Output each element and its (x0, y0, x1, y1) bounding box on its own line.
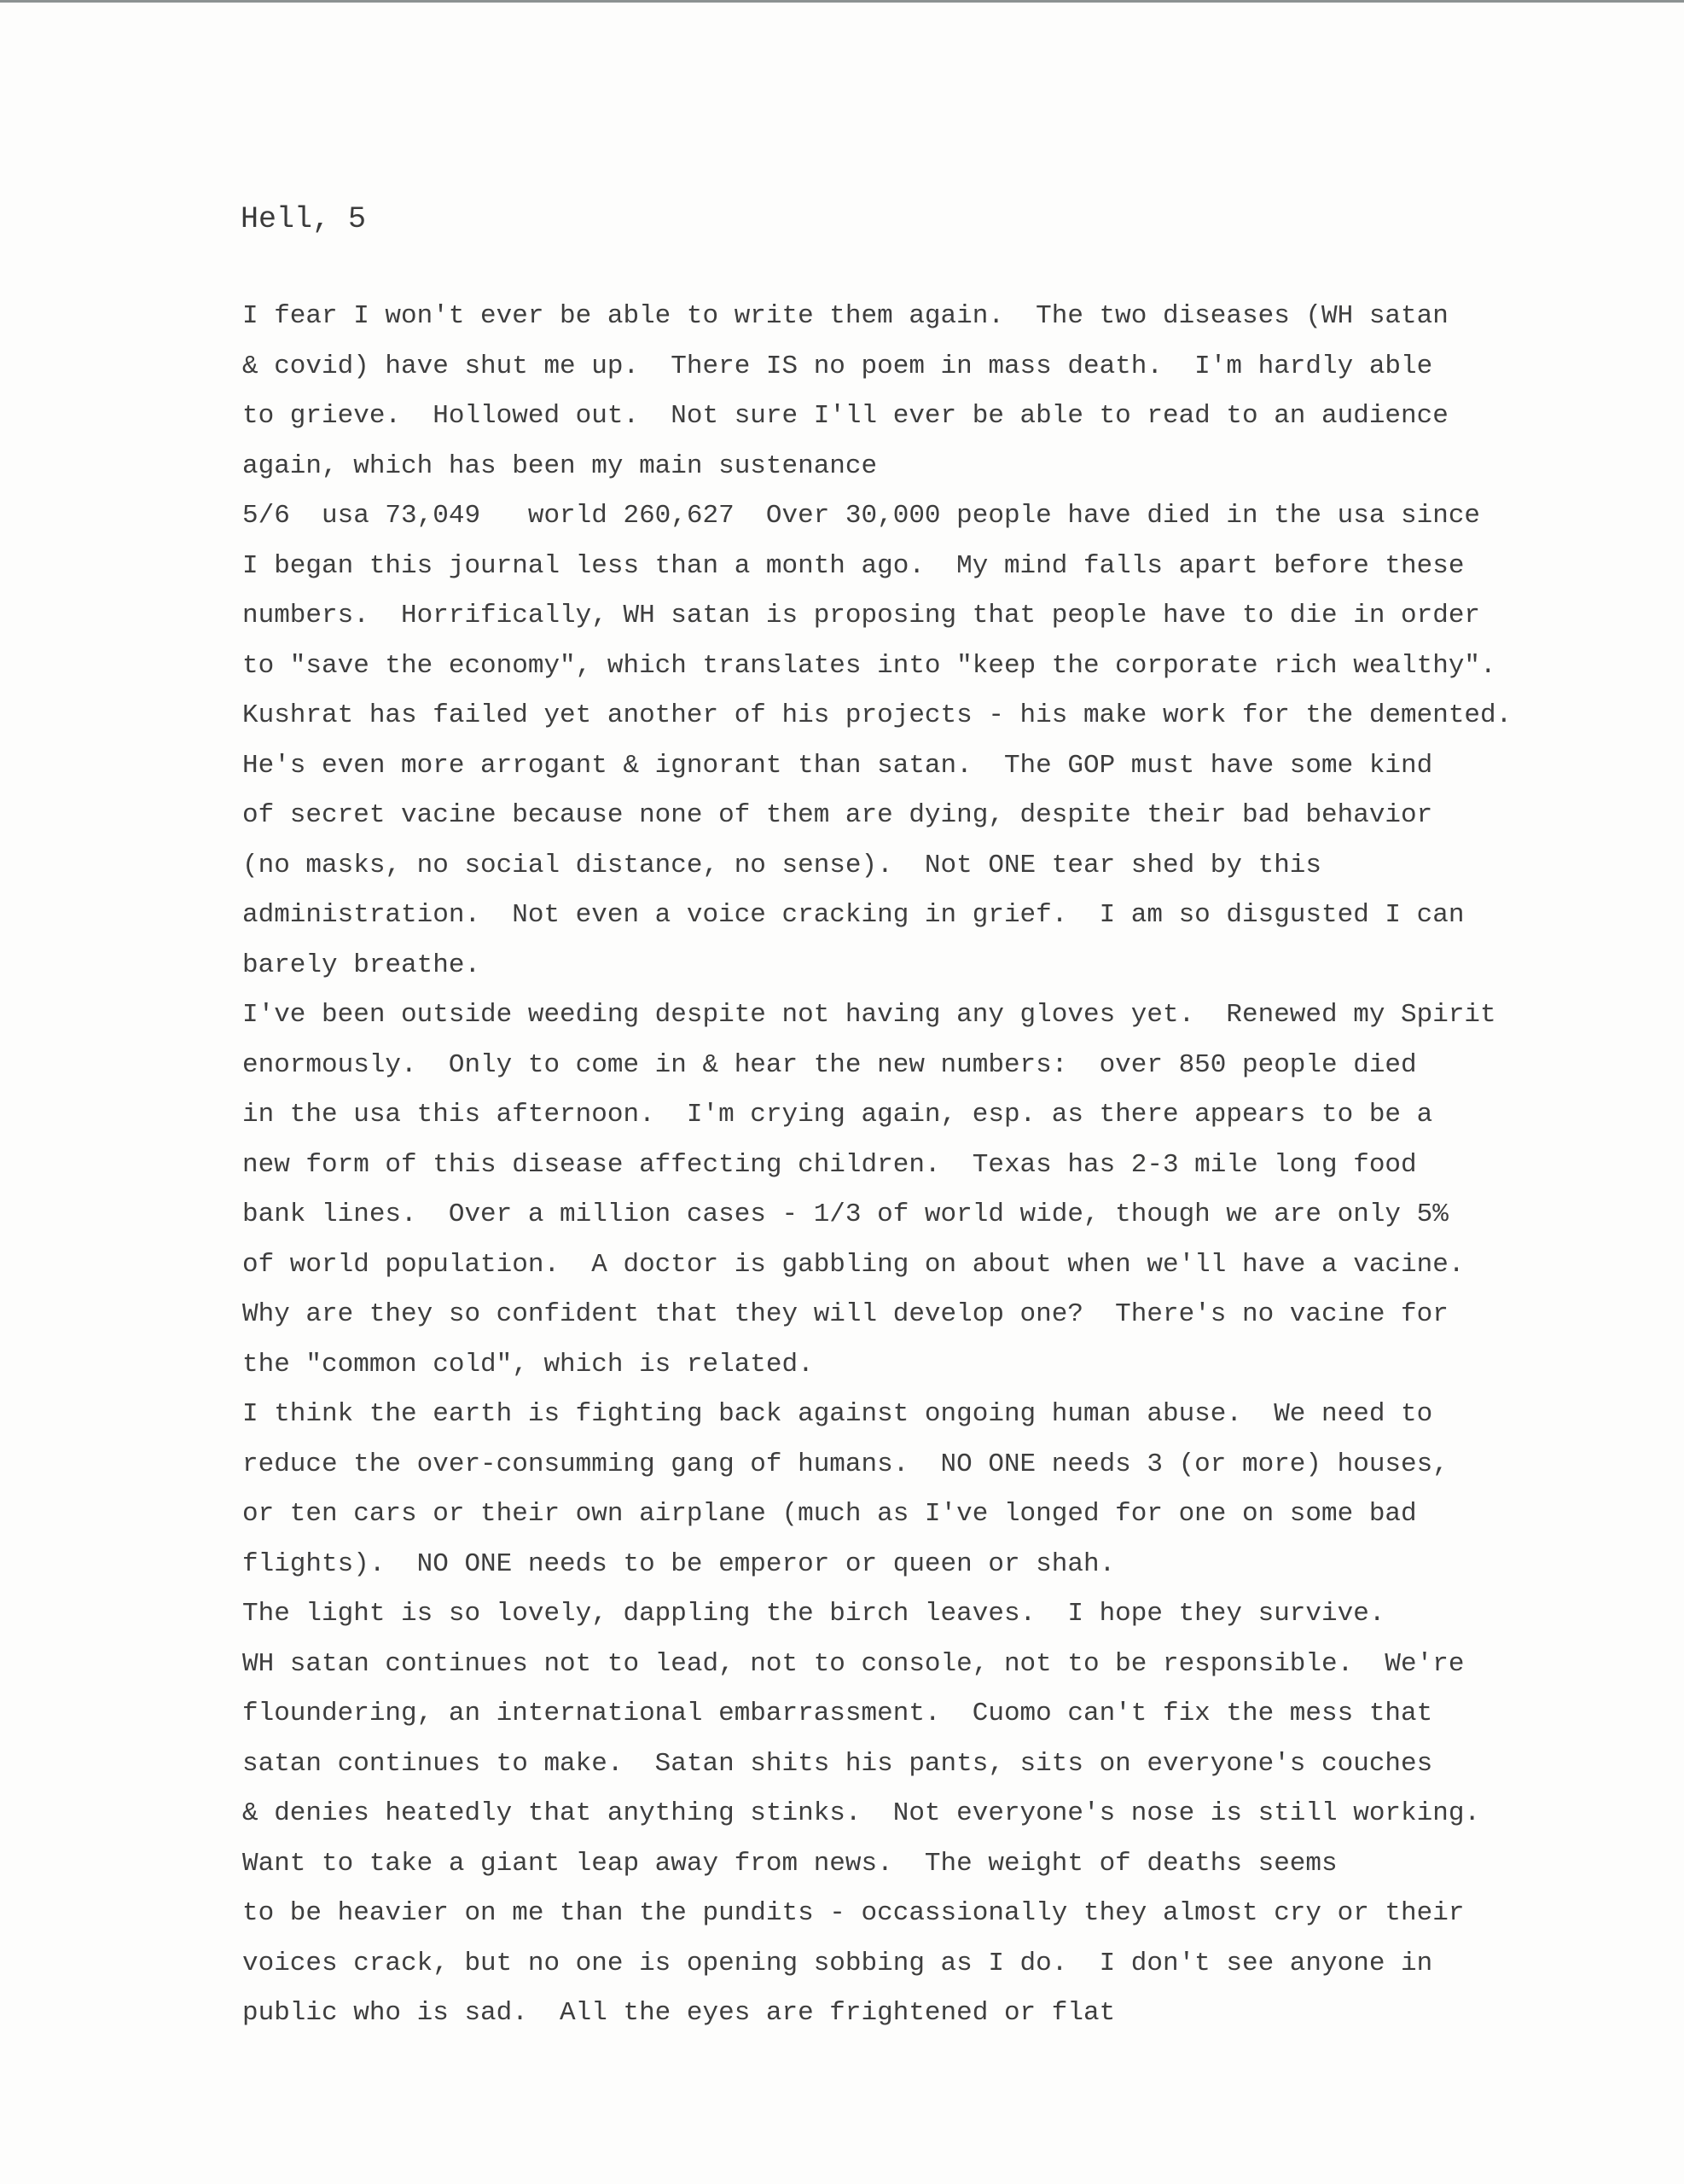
journal-line: enormously. Only to come in & hear the new numbers: over 850 people died (242, 1049, 1417, 1080)
journal-line: Why are they so confident that they will develop one? There's no vacine for (242, 1299, 1449, 1329)
journal-line: new form of this disease affecting children. Texas has 2-3 mile long food (242, 1149, 1417, 1180)
journal-line: public who is sad. All the eyes are frightened or flat (242, 1998, 1116, 2028)
journal-line: & denies heatedly that anything stinks. Not everyone's nose is still working. (242, 1798, 1481, 1828)
journal-line: floundering, an international embarrassment. Cuomo can't fix the mess that (242, 1699, 1433, 1728)
journal-body (242, 292, 1573, 2039)
journal-line: of world population. A doctor is gabbling on about when we'll have a vacine. (242, 1249, 1465, 1280)
journal-line: numbers. Horrifically, WH satan is proposing that people have to die in order (242, 601, 1481, 630)
journal-line: administration. Not even a voice cracking in grief. I am so disgusted I can (242, 900, 1465, 930)
journal-line: barely breathe. (242, 950, 481, 980)
journal-line: & covid) have shut me up. There IS no poem in mass death. I'm hardly able (242, 351, 1433, 381)
journal-line: I've been outside weeding despite not having any gloves yet. Renewed my Spirit (242, 1000, 1496, 1030)
journal-line: 5/6 usa 73,049 world 260,627 Over 30,000 people have died in the usa since (242, 501, 1481, 531)
journal-line: (no masks, no social distance, no sense). Not ONE tear shed by this (242, 850, 1322, 880)
journal-line: Kushrat has failed yet another of his projects - his make work for the demented. (242, 700, 1513, 730)
journal-line: He's even more arrogant & ignorant than satan. The GOP must have some kind (242, 750, 1433, 781)
journal-line: of secret vacine because none of them are dying, despite their bad behavior (242, 800, 1433, 830)
journal-line: WH satan continues not to lead, not to console, not to be responsible. We're (242, 1648, 1465, 1679)
journal-line: Want to take a giant leap away from news. The weight of deaths seems (242, 1848, 1338, 1879)
journal-line: satan continues to make. Satan shits his pants, sits on everyone's couches (242, 1748, 1433, 1779)
journal-line: bank lines. Over a million cases - 1/3 of world wide, though we are only 5% (242, 1199, 1449, 1229)
journal-line: again, which has been my main sustenance (242, 450, 878, 481)
journal-line: I fear I won't ever be able to write them again. The two diseases (WH satan (242, 301, 1449, 331)
journal-line: The light is so lovely, dappling the birch leaves. I hope they survive. (242, 1599, 1385, 1629)
journal-line: reduce the over-consumming gang of humans. NO ONE needs 3 (or more) houses, (242, 1449, 1449, 1479)
journal-line: the "common cold", which is related. (242, 1349, 814, 1380)
journal-line: flights). NO ONE needs to be emperor or queen or shah. (242, 1548, 1116, 1579)
journal-line: or ten cars or their own airplane (much as I've longed for one on some bad (242, 1499, 1417, 1529)
journal-line: I began this journal less than a month ago. My mind falls apart before these (242, 550, 1465, 581)
page-heading: Hell, 5 (241, 202, 367, 236)
top-edge-line (0, 0, 1684, 3)
journal-line: to be heavier on me than the pundits - occassionally they almost cry or their (242, 1898, 1465, 1928)
journal-line: to "save the economy", which translates into "keep the corporate rich wealthy". (242, 650, 1496, 681)
journal-line: I think the earth is fighting back against ongoing human abuse. We need to (242, 1399, 1433, 1429)
journal-line: to grieve. Hollowed out. Not sure I'll ever be able to read to an audience (242, 401, 1449, 431)
journal-line: voices crack, but no one is opening sobbing as I do. I don't see anyone in (242, 1948, 1433, 1978)
journal-line: in the usa this afternoon. I'm crying again, esp. as there appears to be a (242, 1100, 1433, 1130)
